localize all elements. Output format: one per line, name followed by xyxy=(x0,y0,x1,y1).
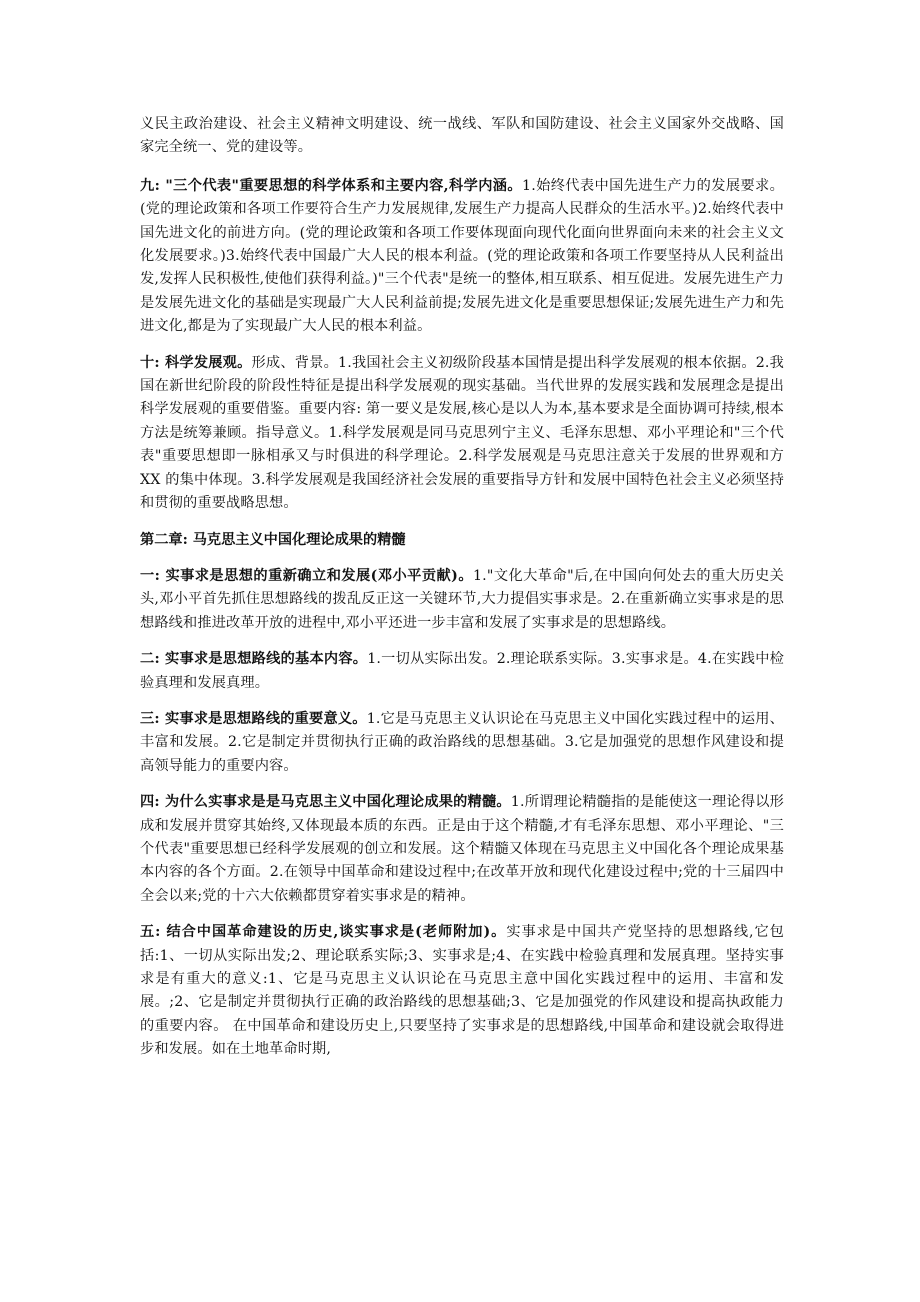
section-ten-paragraph xyxy=(140,352,784,516)
section-nine-body: 1.始终代表中国先进生产力的发展要求。(党的理论政策和各项工作要符合生产力发展规律,发展生产力提高人民群众的生活水平。)2.始终代表中国先进文化的前进方向。(党的理论政策和各项工作要体现面向现代化面向世界面向未来的社会主义文化发展要求。)3.始终代表中国最广大人民的根本利益。(党的理论政策和各项工作要坚持从人民利益出发,发挥人民积极性,使他们获得利益。)"三个代表"是统一的整体,相互联系、相互促进。发展先进生产力是发展先进文化的基础是实现最广大人民利益前提;发展先进文化是重要思想保证;发展先进生产力和先进文化,都是为了实现最广大人民的根本利益。 xyxy=(140,177,784,335)
chapter-two-section-five-heading: 五: 结合中国革命建设的历史,谈实事求是(老师附加)。 xyxy=(140,924,507,941)
chapter-two-section-two-body: 1.一切从实际出发。2.理论联系实际。3.实事求是。4.在实践中检验真理和发展真理。 xyxy=(140,651,784,691)
intro-text: 义民主政治建设、社会主义精神文明建设、统一战线、军队和国防建设、社会主义国家外交战略、国家完全统一、党的建设等。 xyxy=(140,116,784,156)
chapter-two-section-two-heading: 二: 实事求是思想路线的基本内容。 xyxy=(140,651,368,668)
section-ten-heading: 十: 科学发展观。 xyxy=(140,354,252,371)
chapter-two-section-one-body: 1."文化大革命"后,在中国向何处去的重大历史关头,邓小平首先抓住思想路线的拨乱反正这一关键环节,大力提倡实事求是。2.在重新确立实事求是的思想路线和推进改革开放的进程中,邓小平还进一步丰富和发展了实事求是的思想路线。 xyxy=(140,567,784,631)
chapter-two-section-three-body: 1.它是马克思主义认识论在马克思主义中国化实践过程中的运用、丰富和发展。2.它是制定并贯彻执行正确的政治路线的思想基础。3.它是加强党的思想作风建设和提高领导能力的重要内容。 xyxy=(140,710,784,774)
section-nine-paragraph xyxy=(140,175,784,339)
section-ten-body: 形成、背景。1.我国社会主义初级阶段基本国情是提出科学发展观的根本依据。2.我国在新世纪阶段的阶段性特征是提出科学发展观的现实基础。当代世界的发展实践和发展理念是提出科学发展观的重要借鉴。重要内容: 第一要义是发展,核心是以人为本,基本要求是全面协调可持续,根本方法是统筹兼顾。指导意义。1.科学发展观是同马克思列宁主义、毛泽东思想、邓小平理论和"三个代表"重要思想即一脉相承又与时俱进的科学理论。2.科学发展观是马克思注意关于发展的世界观和方 XX 的集中体现。3.科学发展观是我国经济社会发展的重要指导方针和发展中国特色社会主义必须坚持和贯彻的重要战略思想。 xyxy=(140,354,784,512)
chapter-two-section-four-paragraph xyxy=(140,791,784,908)
chapter-two-section-one-paragraph xyxy=(140,565,784,635)
intro-paragraph xyxy=(140,113,784,160)
chapter-two-section-two-paragraph xyxy=(140,648,784,695)
chapter-two-section-three-heading: 三: 实事求是思想路线的重要意义。 xyxy=(140,710,367,727)
chapter-two-section-four-body: 1.所谓理论精髓指的是能使这一理论得以形成和发展并贯穿其始终,又体现最本质的东西。正是由于这个精髓,才有毛泽东思想、邓小平理论、"三个代表"重要思想已经科学发展观的创立和发展。这个精髓又体现在马克思主义中国化各个理论成果基本内容的各个方面。2.在领导中国革命和建设过程中;在改革开放和现代化建设过程中;党的十三届四中全会以来;党的十六大依赖都贯穿着实事求是的精神。 xyxy=(140,794,784,904)
chapter-two-title: 第二章: 马克思主义中国化理论成果的精髓 xyxy=(140,531,406,548)
chapter-two-section-five-paragraph xyxy=(140,921,784,1061)
chapter-two-section-five-body: 实事求是中国共产党坚持的思想路线,它包括:1、一切从实际出发;2、理论联系实际;3、实事求是;4、在实践中检验真理和发展真理。坚持实事求是有重大的意义:1、它是马克思主义认识论在马克思主意中国化实践过程中的运用、丰富和发展。;2、它是制定并贯彻执行正确的政治路线的思想基础;3、它是加强党的作风建设和提高执政能力的重要内容。 在中国革命和建设历史上,只要坚持了实事求是的思想路线,中国革命和建设就会取得进步和发展。如在土地革命时期, xyxy=(140,924,784,1058)
chapter-two-section-four-heading: 四: 为什么实事求是是马克思主义中国化理论成果的精髓。 xyxy=(140,794,511,811)
chapter-two-section-three-paragraph xyxy=(140,708,784,778)
chapter-two-section-one-heading: 一: 实事求是思想的重新确立和发展(邓小平贡献)。 xyxy=(140,567,473,584)
section-nine-heading: 九: "三个代表"重要思想的科学体系和主要内容,科学内涵。 xyxy=(140,177,523,194)
